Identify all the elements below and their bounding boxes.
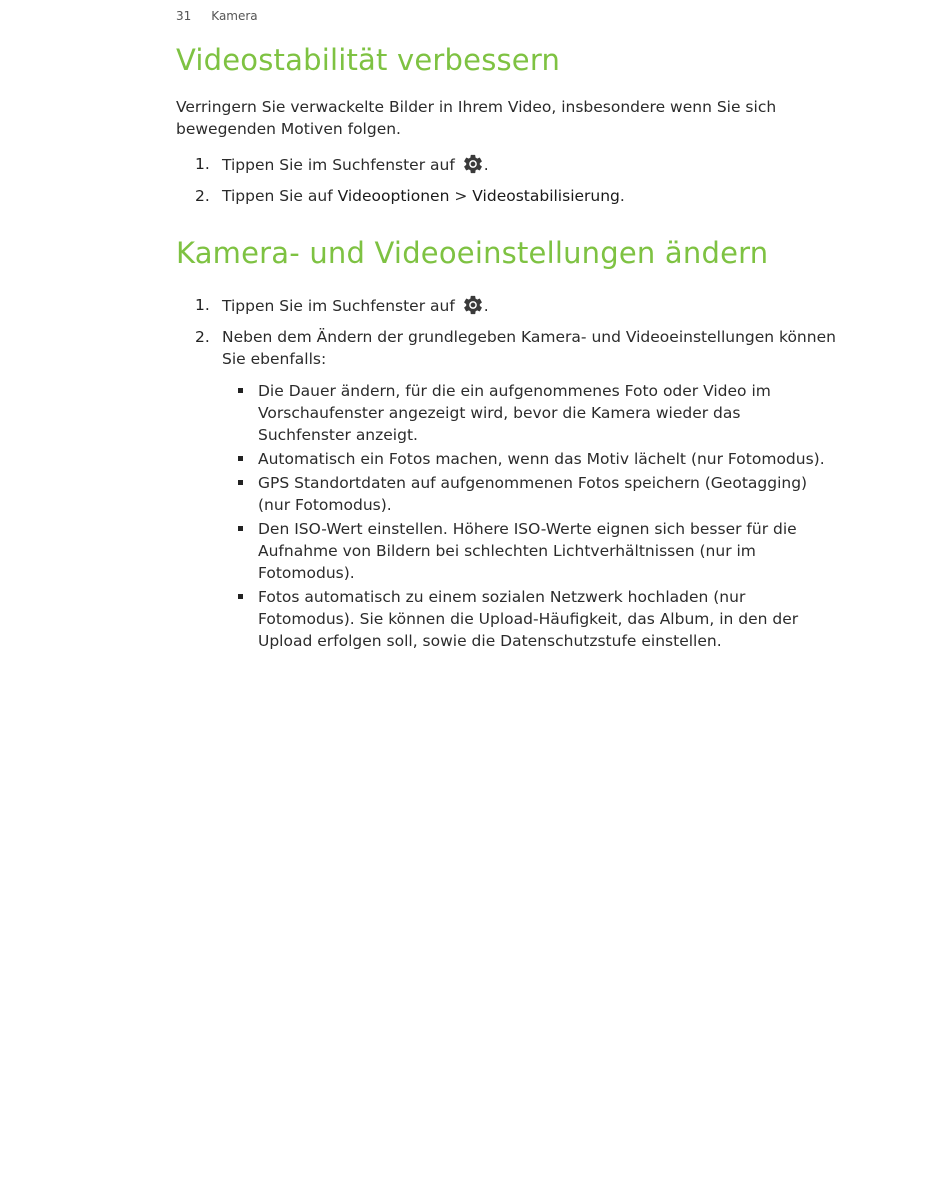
menu-path-videooptionen: Videooptionen xyxy=(337,187,450,205)
steps-list-videostabilitaet xyxy=(176,153,836,216)
bullet-square-icon xyxy=(238,480,243,485)
bullet-item xyxy=(222,472,836,516)
step-number: 1. xyxy=(195,296,210,314)
page-header xyxy=(176,9,258,23)
bullet-text: Fotos automatisch zu einem sozialen Netzwerk hochladen (nur Fotomodus). Sie können die Upload-Häufigkeit, das Album, in den der Upload erfolgen soll, sowie die Datenschutzstufe einstellen. xyxy=(258,588,799,650)
menu-path-videostabilisierung: Videostabilisierung xyxy=(472,187,620,205)
page-number: 31 xyxy=(176,9,192,23)
step-item xyxy=(176,294,836,317)
step-number: 2. xyxy=(195,187,210,205)
chapter-title: Kamera xyxy=(211,9,258,23)
bullet-square-icon xyxy=(238,456,243,461)
bullet-square-icon xyxy=(238,526,243,531)
bullet-text: Den ISO-Wert einstellen. Höhere ISO-Werte eignen sich besser für die Aufnahme von Bildern bei schlechten Lichtverhältnissen (nur im Fotomodus). xyxy=(258,520,797,582)
gear-icon xyxy=(462,294,484,316)
step-text-end: . xyxy=(483,297,489,315)
bullet-text: Automatisch ein Fotos machen, wenn das Motiv lächelt (nur Fotomodus). xyxy=(258,450,825,468)
gear-icon xyxy=(462,153,484,175)
bullet-item xyxy=(222,518,836,584)
section-title-einstellungen: Kamera- und Videoeinstellungen ändern xyxy=(176,236,769,270)
step-item xyxy=(176,153,836,176)
step-number: 2. xyxy=(195,328,210,346)
options-bullet-list xyxy=(222,380,836,652)
bullet-item xyxy=(222,448,836,470)
step-item xyxy=(176,326,836,652)
bullet-item xyxy=(222,586,836,652)
bullet-square-icon xyxy=(238,388,243,393)
step-text: Tippen Sie im Suchfenster auf xyxy=(222,297,455,315)
step-text: Neben dem Ändern der grundlegeben Kamera- und Videoeinstellungen können Sie ebenfalls: xyxy=(222,328,836,368)
step-number: 1. xyxy=(195,155,210,173)
bullet-item xyxy=(222,380,836,446)
bullet-text: GPS Standortdaten auf aufgenommenen Fotos speichern (Geotagging) (nur Fotomodus). xyxy=(258,474,808,514)
step-text-end: . xyxy=(619,187,625,205)
steps-list-einstellungen xyxy=(176,294,836,661)
section-title-videostabilitaet: Videostabilität verbessern xyxy=(176,43,561,77)
menu-path-separator: > xyxy=(454,187,468,205)
step-item xyxy=(176,185,836,207)
step-text: Tippen Sie auf xyxy=(222,187,333,205)
bullet-text: Die Dauer ändern, für die ein aufgenommenes Foto oder Video im Vorschaufenster angezeigt wird, bevor die Kamera wieder das Suchfenster anzeigt. xyxy=(258,382,771,444)
bullet-square-icon xyxy=(238,594,243,599)
step-text: Tippen Sie im Suchfenster auf xyxy=(222,156,455,174)
section-intro: Verringern Sie verwackelte Bilder in Ihrem Video, insbesondere wenn Sie sich bewegenden Motiven folgen. xyxy=(176,98,777,138)
step-text-end: . xyxy=(483,156,489,174)
